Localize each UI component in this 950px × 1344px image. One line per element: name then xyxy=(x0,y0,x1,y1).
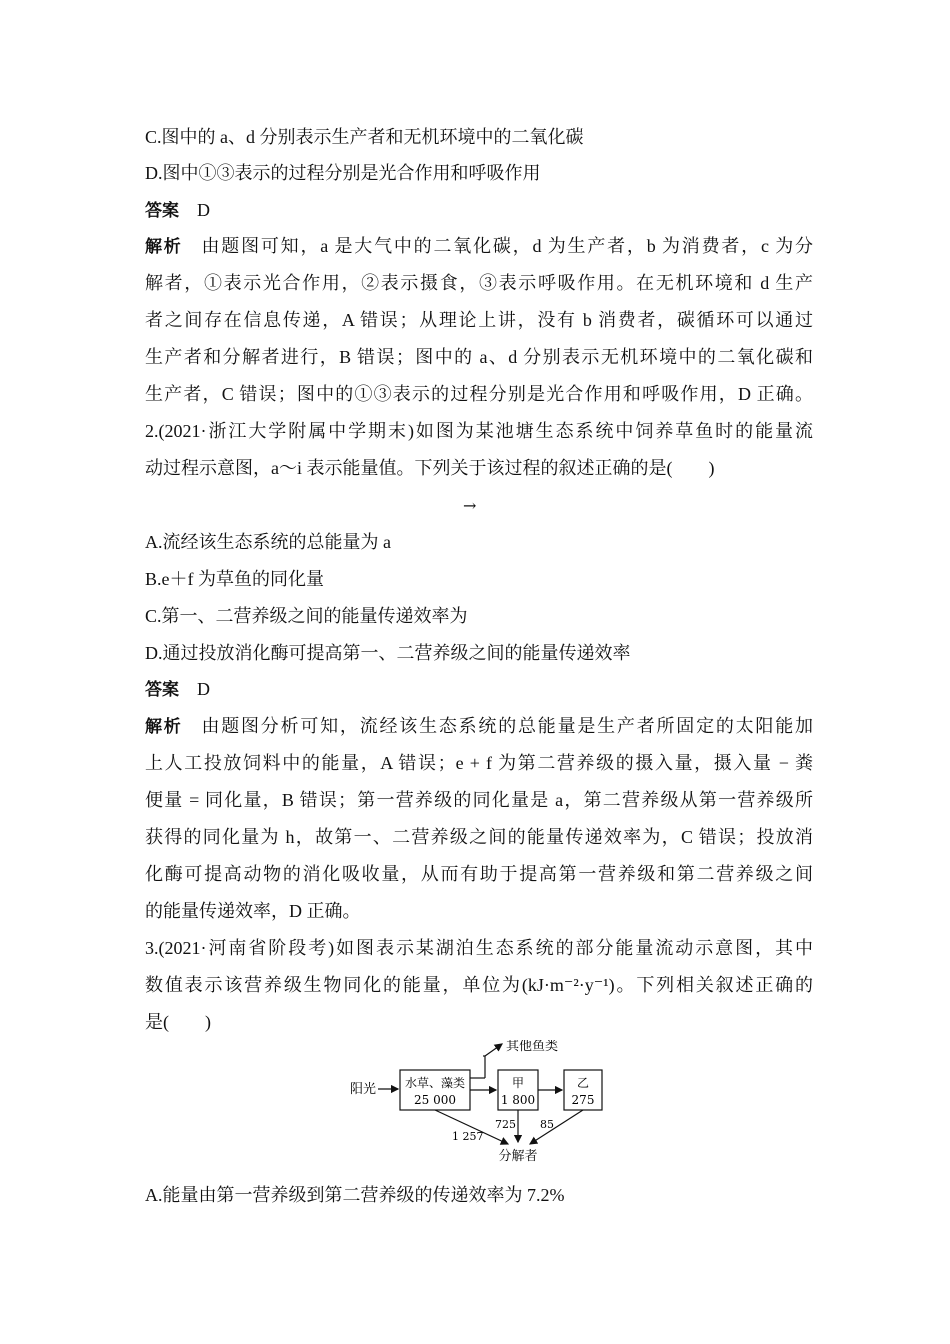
q1-answer xyxy=(145,197,813,224)
q1-option-d: D.图中①③表示的过程分别是光合作用和呼吸作用 xyxy=(145,163,541,183)
q3-stem-line-3: 是( ) xyxy=(145,1012,211,1032)
q1-analysis-text-1: 由题图可知，a 是大气中的二氧化碳，d 为生产者，b 为消费者，c 为分 xyxy=(201,236,814,256)
q2-answer-label: 答案 xyxy=(145,680,179,700)
diagram-jia-value: 1 800 xyxy=(500,1093,536,1107)
q1-analysis-line-2: 解者，①表示光合作用，②表示摄食，③表示呼吸作用。在无机环境和 d 生产 xyxy=(145,273,813,293)
q1-answer-label: 答案 xyxy=(145,201,179,221)
q2-option-b: B.e＋f 为草鱼的同化量 xyxy=(145,569,324,589)
q1-analysis-line-3: 者之间存在信息传递，A 错误；从理论上讲，没有 b 消费者，碳循环可以通过 xyxy=(145,310,813,330)
diagram-yi-value: 275 xyxy=(571,1093,595,1107)
q2-option-c: C.第一、二营养级之间的能量传递效率为 xyxy=(145,606,468,626)
arrow-yi-to-decomposer xyxy=(530,1110,583,1144)
q2-analysis-line-1 xyxy=(145,713,813,740)
energy-flow-diagram xyxy=(340,1040,620,1170)
q2-option-a: A.流经该生态系统的总能量为 a xyxy=(145,532,391,552)
q2-answer xyxy=(145,676,813,703)
diagram-jia-name: 甲 xyxy=(511,1076,525,1090)
q2-analysis-text-1: 由题图分析可知，流经该生态系统的总能量是生产者所固定的太阳能加 xyxy=(201,716,814,736)
q3-option-a: A.能量由第一营养级到第二营养级的传递效率为 7.2% xyxy=(145,1185,565,1205)
q2-analysis-line-2: 上人工投放饲料中的能量，A 错误；e + f 为第二营养级的摄入量，摄入量 − 粪 xyxy=(145,753,813,773)
diagram-producer-value: 25 000 xyxy=(414,1093,456,1107)
q1-option-c: C.图中的 a、d 分别表示生产者和无机环境中的二氧化碳 xyxy=(145,127,584,147)
q1-answer-value: D xyxy=(197,200,210,220)
q2-analysis-line-3: 便量 = 同化量，B 错误；第一营养级的同化量是 a，第二营养级从第一营养级所 xyxy=(145,790,813,810)
q3-stem-line-1: 3.(2021·河南省阶段考)如图表示某湖泊生态系统的部分能量流动示意图，其中 xyxy=(145,938,813,958)
q1-analysis-line-1 xyxy=(145,233,813,260)
q2-option-d: D.通过投放消化酶可提高第一、二营养级之间的能量传递效率 xyxy=(145,643,631,663)
q2-figure-arrow: → xyxy=(463,496,477,515)
q2-analysis-line-4: 获得的同化量为 h，故第一、二营养级之间的能量传递效率为，C 错误；投放消 xyxy=(145,827,813,847)
diagram-other-fish: 其他鱼类 xyxy=(506,1040,559,1054)
q1-analysis-label: 解析 xyxy=(145,237,183,257)
arrow-to-other-fish xyxy=(485,1044,502,1056)
q2-analysis-line-5: 化酶可提高动物的消化吸收量，从而有助于提高第一营养级和第二营养级之间 xyxy=(145,864,813,884)
q2-analysis-line-6: 的能量传递效率，D 正确。 xyxy=(145,901,361,921)
q2-stem-line-2: 动过程示意图，a～i 表示能量值。下列关于该过程的叙述正确的是( ) xyxy=(145,458,715,478)
diagram-decomposer: 分解者 xyxy=(498,1149,538,1164)
diagram-yi-name: 乙 xyxy=(576,1076,590,1090)
q2-answer-value: D xyxy=(197,679,210,699)
diagram-sunlight-label: 阳光 xyxy=(350,1082,377,1097)
q2-analysis-label: 解析 xyxy=(145,717,183,737)
q3-stem-line-2: 数值表示该营养级生物同化的能量，单位为(kJ·m⁻²·y⁻¹)。下列相关叙述正确的 xyxy=(145,975,813,995)
flow-producer-to-decomposer: 1 257 xyxy=(452,1130,484,1143)
flow-yi-to-decomposer: 85 xyxy=(540,1118,554,1131)
flow-jia-to-decomposer: 725 xyxy=(495,1118,516,1131)
q2-stem-line-1: 2.(2021·浙江大学附属中学期末)如图为某池塘生态系统中饲养草鱼时的能量流 xyxy=(145,421,813,441)
q1-analysis-line-5: 生产者，C 错误；图中的①③表示的过程分别是光合作用和呼吸作用，D 正确。 xyxy=(145,384,813,404)
q1-analysis-line-4: 生产者和分解者进行，B 错误；图中的 a、d 分别表示无机环境中的二氧化碳和 xyxy=(145,347,813,367)
diagram-producer-name: 水草、藻类 xyxy=(404,1076,466,1090)
